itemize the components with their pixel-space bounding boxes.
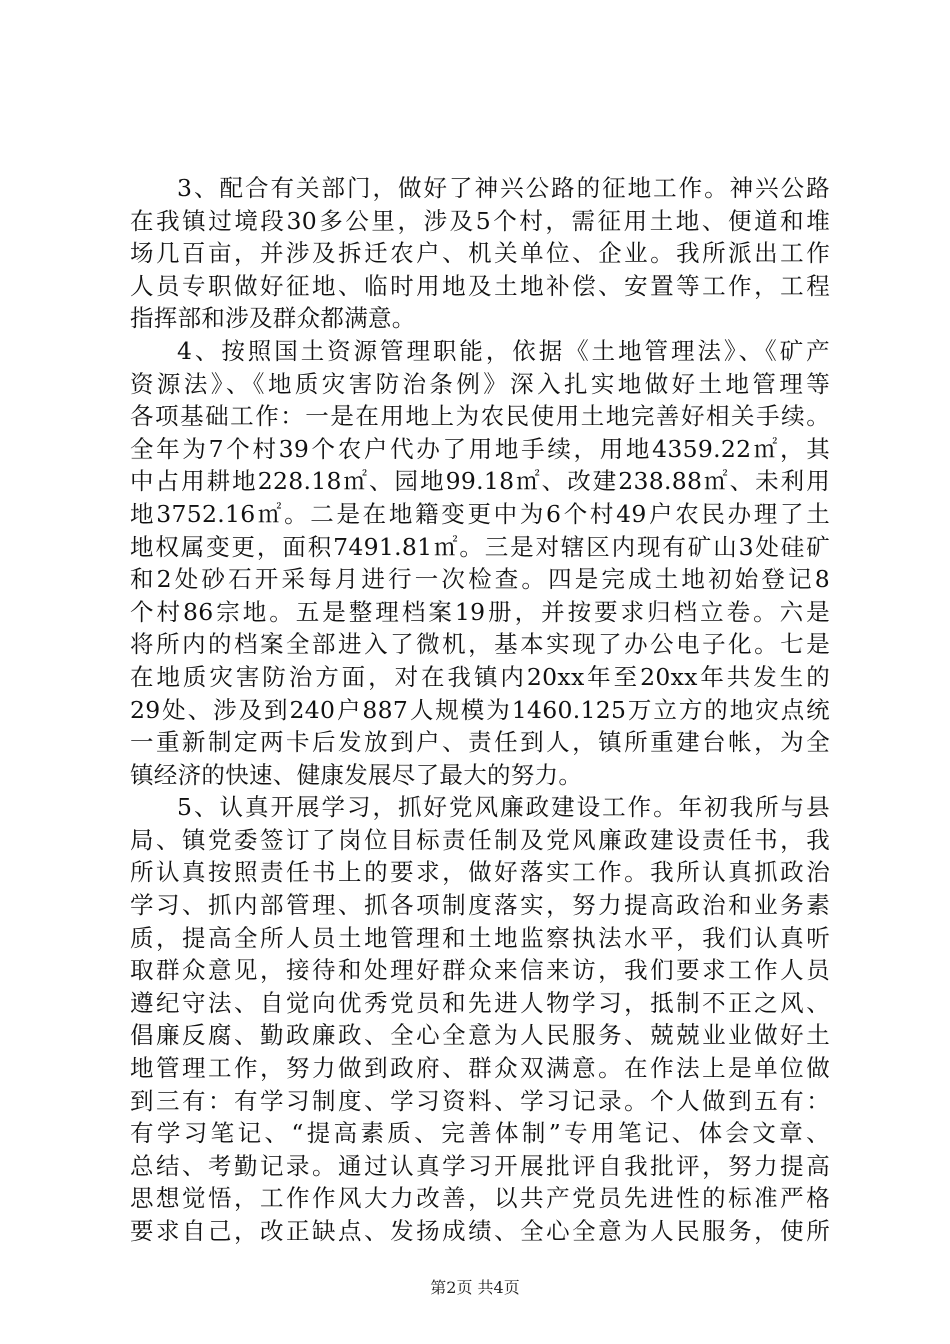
text-line: 和2处砂石开采每月进行一次检查。四是完成土地初始登记8	[130, 565, 830, 594]
text-line: 3、配合有关部门，做好了神兴公路的征地工作。神兴公路	[177, 174, 830, 202]
text-line: 场几百亩，并涉及拆迁农户、机关单位、企业。我所派出工作	[130, 239, 830, 268]
text-line: 取群众意见，接待和处理好群众来信来访，我们要求工作人员	[130, 956, 830, 985]
text-line: 一重新制定两卡后发放到户、责任到人，镇所重建台帐，为全	[130, 728, 830, 757]
text-line: 有学习笔记、“提高素质、完善体制”专用笔记、体会文章、	[130, 1119, 830, 1148]
text-line: 个村86宗地。五是整理档案19册，并按要求归档立卷。六是	[130, 597, 830, 626]
text-line: 要求自己，改正缺点、发扬成绩、全心全意为人民服务，使所	[130, 1217, 830, 1245]
text-line: 各项基础工作：一是在用地上为农民使用土地完善好相关手续。	[130, 402, 830, 431]
text-line: 思想觉悟，工作作风大力改善，以共产党员先进性的标准严格	[130, 1184, 830, 1213]
text-line: 在地质灾害防治方面，对在我镇内20xx年至20xx年共发生的	[130, 662, 830, 691]
text-line: 到三有：有学习制度、学习资料、学习记录。个人做到五有：	[130, 1086, 830, 1115]
text-line: 全年为7个村39个农户代办了用地手续，用地4359.22㎡，其	[130, 434, 830, 463]
text-line: 地管理工作，努力做到政府、群众双满意。在作法上是单位做	[130, 1054, 830, 1083]
text-line: 镇经济的快速、健康发展尽了最大的努力。	[130, 760, 583, 789]
text-line: 指挥部和涉及群众都满意。	[130, 304, 416, 333]
text-line: 所认真按照责任书上的要求，做好落实工作。我所认真抓政治	[130, 858, 830, 887]
text-line: 人员专职做好征地、临时用地及土地补偿、安置等工作，工程	[130, 271, 830, 300]
body-text	[130, 172, 830, 1248]
text-line: 倡廉反腐、勤政廉政、全心全意为人民服务、兢兢业业做好土	[130, 1021, 830, 1050]
text-line: 局、镇党委签订了岗位目标责任制及党风廉政建设责任书，我	[130, 825, 830, 854]
text-line: 中占用耕地228.18㎡、园地99.18㎡、改建238.88㎡、未利用	[130, 467, 830, 496]
text-line: 将所内的档案全部进入了微机，基本实现了办公电子化。七是	[130, 630, 830, 659]
text-line: 地3752.16㎡。二是在地籍变更中为6个村49户农民办理了土	[130, 499, 830, 528]
page-footer	[0, 1278, 950, 1298]
text-line: 5、认真开展学习，抓好党风廉政建设工作。年初我所与县	[177, 793, 830, 822]
page-number-label: 第2页 共4页	[430, 1278, 520, 1297]
text-line: 质，提高全所人员土地管理和土地监察执法水平，我们认真听	[130, 923, 830, 952]
text-line: 4、按照国土资源管理职能，依据《土地管理法》、《矿产	[177, 336, 830, 365]
text-line: 资源法》、《地质灾害防治条例》深入扎实地做好土地管理等	[130, 369, 830, 398]
text-line: 29处、涉及到240户887人规模为1460.125万立方的地灾点统	[130, 695, 830, 724]
text-line: 总结、考勤记录。通过认真学习开展批评自我批评，努力提高	[130, 1151, 830, 1180]
text-line: 在我镇过境段30多公里，涉及5个村，需征用土地、便道和堆	[130, 206, 830, 235]
text-line: 学习、抓内部管理、抓各项制度落实，努力提高政治和业务素	[130, 891, 830, 920]
text-line: 地权属变更，面积7491.81㎡。三是对辖区内现有矿山3处硅矿	[130, 532, 830, 561]
text-line: 遵纪守法、自觉向优秀党员和先进人物学习，抵制不正之风、	[130, 988, 830, 1017]
